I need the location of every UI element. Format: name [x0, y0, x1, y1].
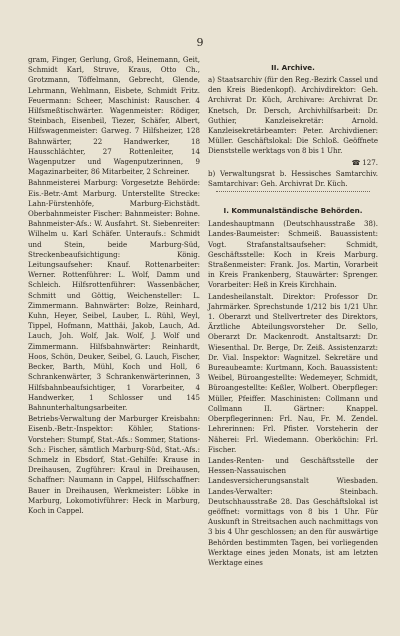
archive-paragraph-staatsarchiv: a) Staatsarchiv (für den Reg.-Bezirk Cassel und den Kreis Biedenkopf). Archivdirektor: Geh. Archivrat Dr. Küch, Archivare: Archivrat Dr. Knetsch, Dr. Dersch, Archivhilfsarbeit: Dr. Guthier, Kanzleisekretär: Arnold. Kanzleisekretärbeamter: Peter. Archivdiener: Müller. Geschäftslokal: Die Schloß. Geöffnete Dienststelle werktags von 8 bis 1 Uhr. [208, 75, 378, 156]
left-paragraph-bahnmeisterei: Bahnmeisterei Marburg: Vorgesetzte Behörde: Eis.-Betr.-Amt Marburg. Unterstellte Strecke: Lahn-Fürstenhöfe, Marburg-Eichstädt. Oberbahnmeister Fischer: Bahnmeister: Bohne. Bahnmeister-Afs.: W. Ausfahrt. St. Siebenreiter: Wilhelm u. Karl Schäfer. Unteraufs.: Schmidt und Stein, beide Marburg-Süd, Streckenbeaufsichtigung: König. Leitungsaufseher: Knauf. Rottenarbeiter: Werner. Rottenführer: L. Wolf, Damm und Schleich. Hilfsrottenführer: Wassenbächer, Schmitt und Göttig, Weichensteller: L. Zimmermann. Bahnwärter: Bolze, Reinhard, Kuhn, Heyer, Seibel, Lauber, L. Rühl, Weyl, Tippel, Hofmann, Matthäi, Jakob, Lauch, Ad. Lauch, Joh. Wolf, Jak. Wolf, J. Wolf und Zimmermann. Hilfsbahnwärter: Reinhardt, Hoos, Schön, Deuker, Seibel, G. Lauch, Fischer, Becker, Barth, Mühl, Koch und Holl, 6 Schrankenwärter, 3 Schrankenwärterinnen, 3 Hilfsbahnbeaufsichtiger, 1 Vorarbeiter, 4 Handwerker, 1 Schlosser und 145 Bahnunterhaltungsarbeiter. [28, 178, 200, 412]
archive-heading: II. Archive. [271, 63, 315, 72]
right-column [208, 55, 378, 568]
section-divider [216, 191, 370, 192]
komm-paragraph-heilanstalt: Landesheilanstalt. Direktor: Professor Dr. Jahrmärker. Sprechstunde 1/212 bis 1/21 Uhr. 1. Oberarzt und Stellvertreter des Direktors, Ärztliche Abteilungsvorsteher Dr. Sello, Oberarzt Dr. Mackenrodt. Anstaltsarzt: Dr. Wiesenthal. Dr. Berge, Dr. Zeiß. Assistenzarzt: Dr. Vial. Inspektor: Wagnitzel. Sekretäre und Bureaubeamte: Kurtmann, Koch. Bauassistent: Weibel, Büroangestellte: Wedemeyer, Schmidt, Büroangestellte: Keßler, Wolbert. Oberpfleger: Müller, Pfeiffer. Maschinisten: Collmann und Collmann II. Gärtner: Knappel. Oberpflegerinnen: Frl. Nau, Fr. M. Zendel. Lehrerinnen: Frl. Pfister. Vorsteherin der Näherei: Frl. Wiedemann. Oberköchin: Frl. Fischer. [208, 291, 378, 454]
left-column [28, 55, 200, 516]
archive-phone [208, 158, 378, 168]
archive-paragraph-samtarchiv: b) Verwaltungsrat b. Hessisches Samtarchiv. Samtarchivar: Geh. Archivrat Dr. Küch. [208, 168, 378, 189]
left-paragraph-kreisbahn: Betriebs-Verwaltung der Marburger Kreisbahn: Eisenb.-Betr.-Inspektor: Köhler, Stations-Vorsteher: Stumpf, Stat.-Afs.: Sommer, Stations-Sch.: Fischer, sämtlich Marburg-Süd, Stat.-Afs.: Schmelz in Ebsdorf, Stat.-Gehilfe: Krause in Dreihausen, Zugführer: Kraul in Dreihausen, Schaffner: Naumann in Cappel, Hilfsschaffner: Bauer in Dreihausen, Werkmeister: Löbke in Marburg, Lokomotivführer: Heck in Marburg, Koch in Cappel. [28, 414, 200, 515]
komm-paragraph-renten: Landes-Renten- und Geschäftsstelle der Hessen-Nassauischen Landesversicherungsanstalt Wiesbaden. Landes-Verwalter: Steinbach. Deutschhausstraße 28. Das Geschäftslokal ist geöffnet: vormittags von 8 bis 1 Uhr. Für Auskunft in Streitsachen auch nachmittags von 3 bis 4 Uhr geschlossen; an den für auswärtige Behörden bestimmten Tagen, bei vorliegenden Werktage eines jeden Monats, ist am letzten Werktage eines [208, 455, 378, 567]
komm-paragraph-landeshauptmann: Landeshauptmann (Deutschhausstraße 38). Landes-Baumeister: Schmeiß. Bauassistent: Vogt. Strafanstaltsaufseher: Schmidt, Geschäftsstelle: Koch in Kreis Marburg. Straßenmeister: Frank. Jos. Martin, Vorarbeit in Kreis Frankenberg, Stauwärter: Sprenger. Vorarbeiter: Heß in Kreis Kirchhain. [208, 219, 378, 290]
telephone-icon: ☎ [351, 157, 363, 167]
left-paragraph-staff: gram, Finger, Gerlung, Groß, Heinemann, Geit, Schmidt Karl, Struve, Kraus, Otto Ch., Grotzmann, Töffelmann, Gebrecht, Glende, Lehrmann, Wehlmann, Eisbete, Schmidt Fritz. Feuermann: Scheer, Maschinist: Rauscher. 4 Hilfsmeßtischwärter. Wagenmeister: Rödiger, Steinbach, Eisenbeil, Tiezer, Schäfer, Albert, Hilfswagenmeister: Garweg. 7 Hilfsheizer, 128 Bahnwärter, 22 Handwerker, 18 Hausschlächter, 27 Rottenleiter, 14 Wagenputzer und Wagenputzerinnen, 9 Magazinarbeiter, 86 Mitarbeiter, 2 Schreiner. [28, 55, 200, 177]
page-number: 9 [196, 36, 204, 49]
kommunal-heading: I. Kommunalständische Behörden. [223, 206, 363, 216]
archive-phone-number: 127. [362, 157, 378, 167]
